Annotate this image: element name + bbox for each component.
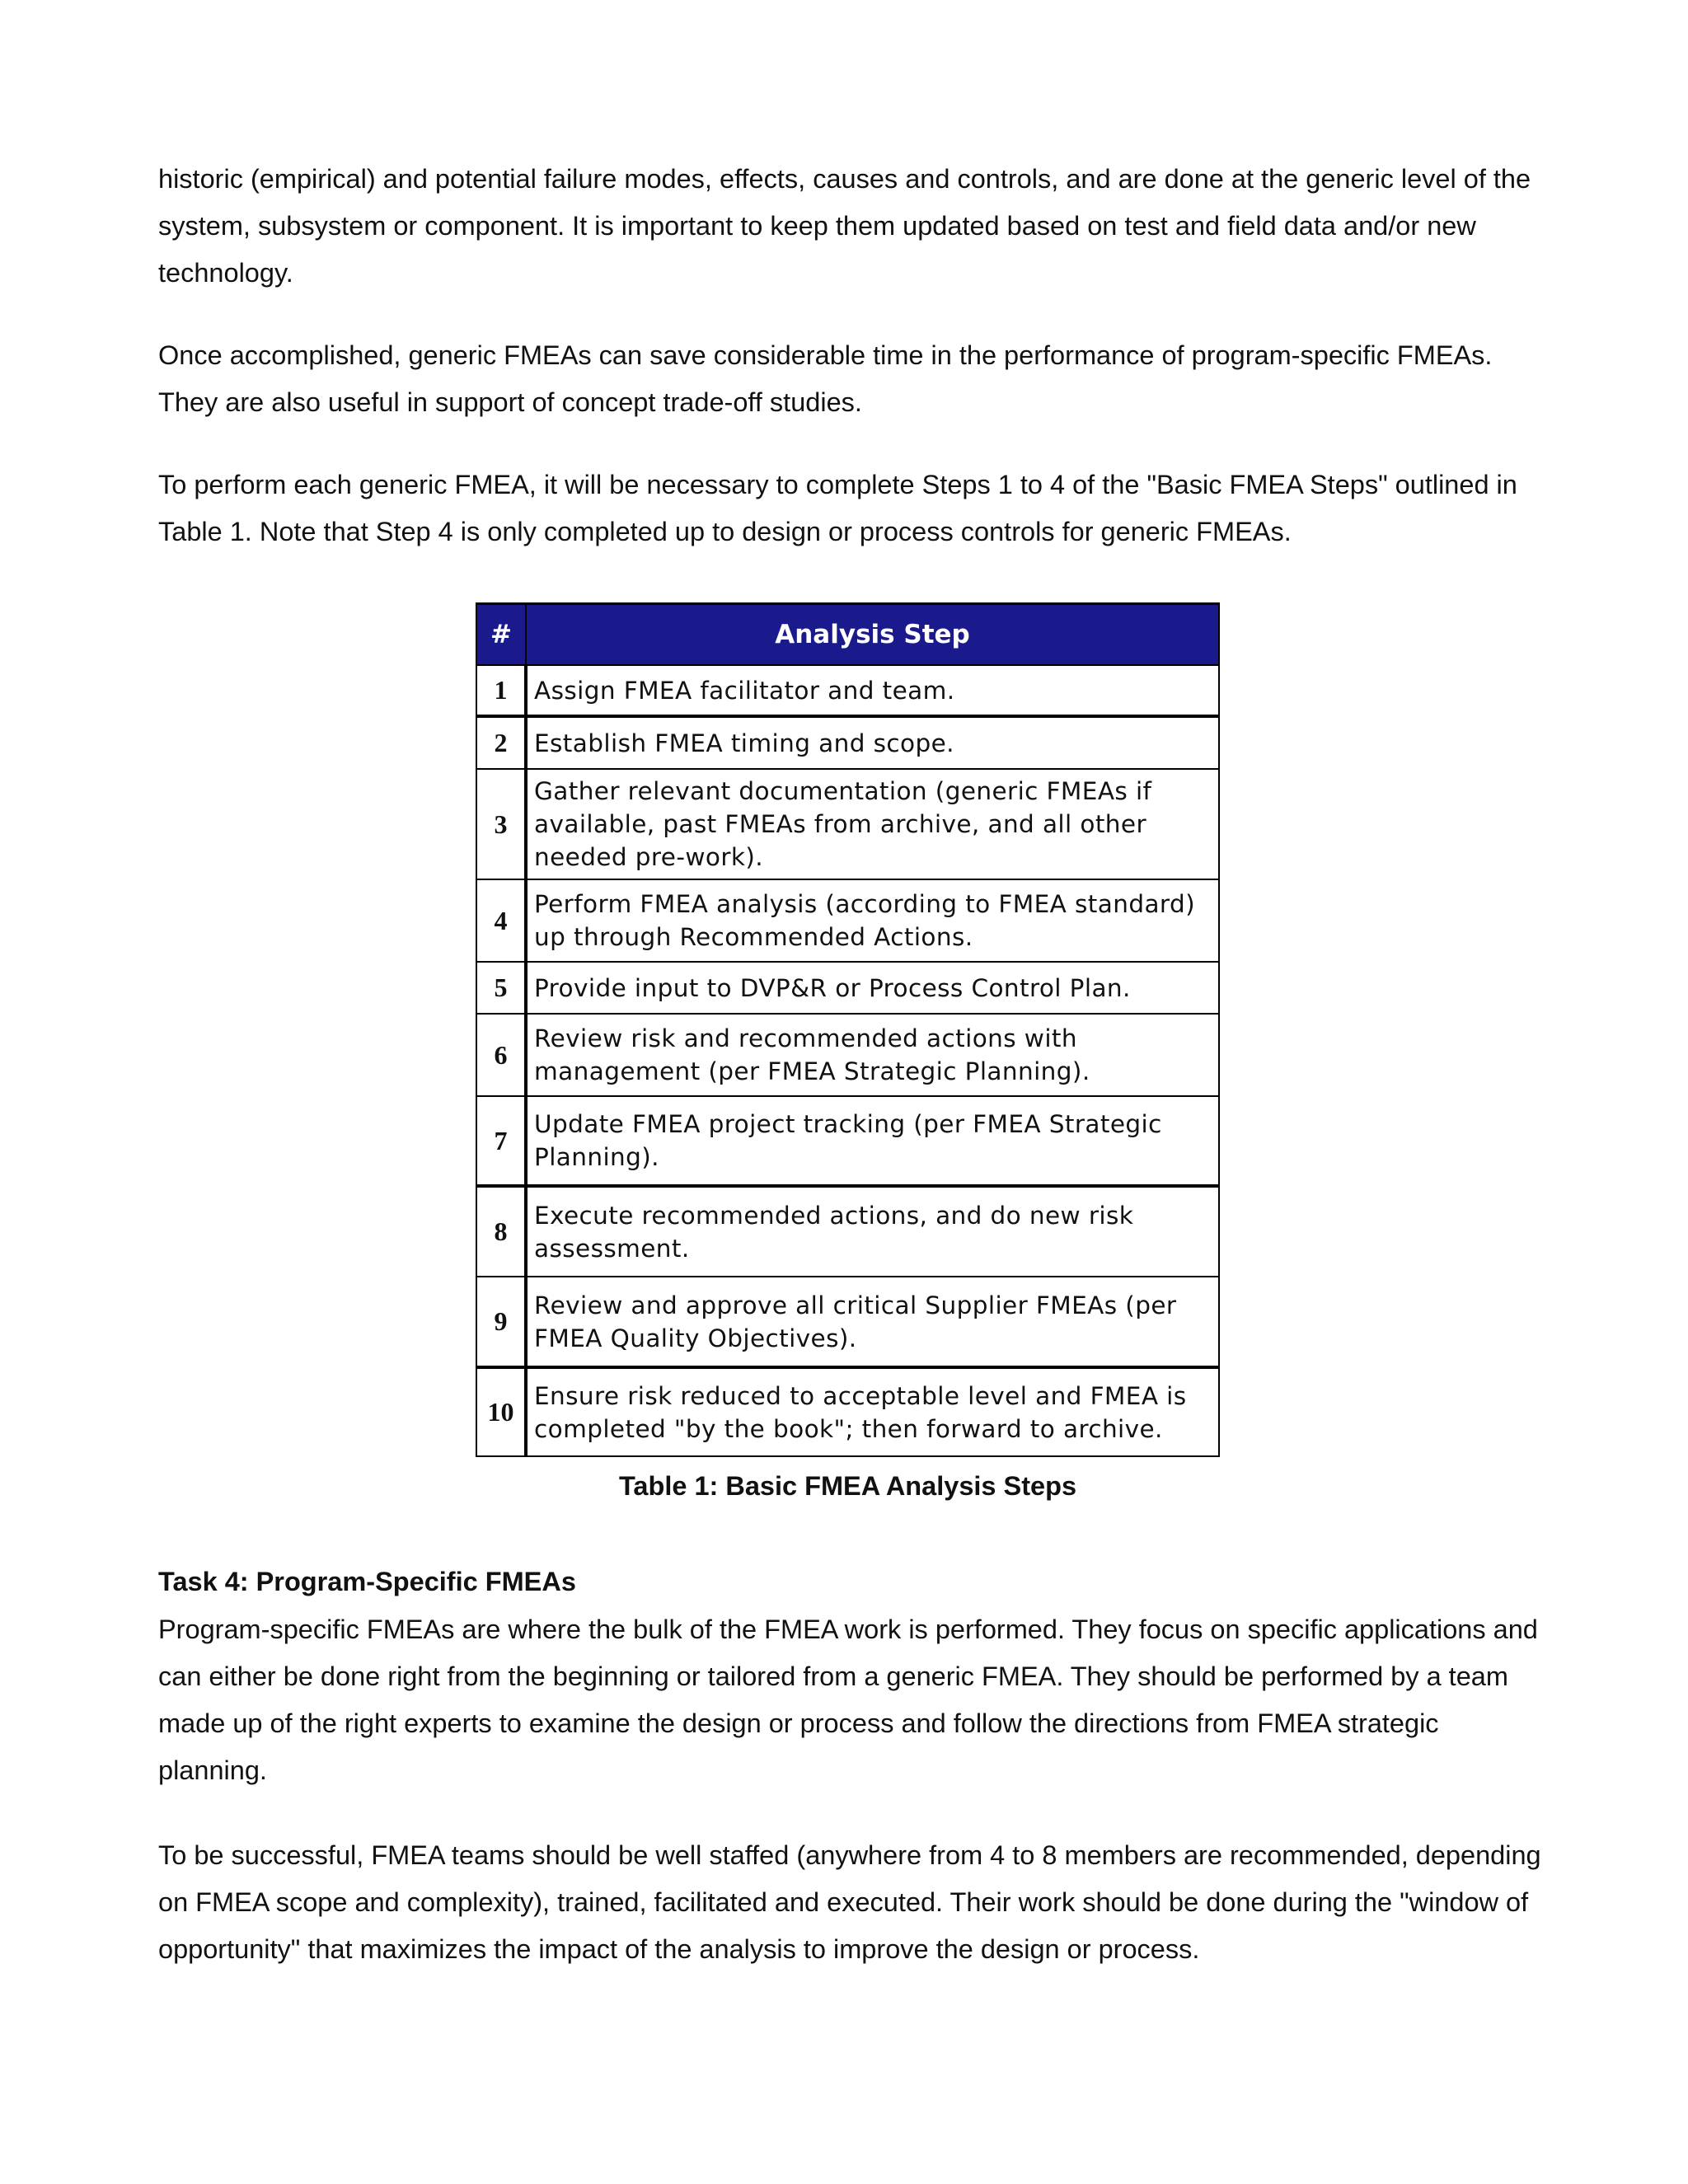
step-number: 6 <box>476 1014 526 1096</box>
paragraph-generic-fmea-intro: historic (empirical) and potential failure modes, effects, causes and controls, and are done at the generic level of the system, subsystem or component. It is important to keep them updated based on test and field data and/or new technology. <box>158 164 1531 288</box>
step-description: Gather relevant documentation (generic FMEAs if available, past FMEAs from archive, and all other needed pre-work). <box>526 769 1219 879</box>
paragraph-generic-fmea-benefits: Once accomplished, generic FMEAs can save considerable time in the performance of program-specific FMEAs. They are also useful in support of concept trade-off studies. <box>158 340 1493 417</box>
table-header-number: # <box>476 604 526 666</box>
table-row <box>476 1014 1219 1096</box>
fmea-steps-table <box>476 602 1220 1457</box>
step-number: 3 <box>476 769 526 879</box>
step-description: Review and approve all critical Supplier FMEAs (per FMEA Quality Objectives). <box>526 1277 1219 1367</box>
step-description: Assign FMEA facilitator and team. <box>526 665 1219 716</box>
step-number: 2 <box>476 716 526 769</box>
step-number: 8 <box>476 1186 526 1277</box>
paragraph-fmea-team-success: To be successful, FMEA teams should be well staffed (anywhere from 4 to 8 members are recommended, depending on FMEA scope and complexity), trained, facilitated and executed. Their work should be done during the "window of opportunity" that maximizes the impact of the analysis to improve the design or process. <box>158 1840 1541 1964</box>
table-caption: Table 1: Basic FMEA Analysis Steps <box>618 1471 1077 1501</box>
table-header-row <box>476 604 1219 666</box>
step-description: Establish FMEA timing and scope. <box>526 716 1219 769</box>
table-row <box>476 1186 1219 1277</box>
table-row <box>476 716 1219 769</box>
table-header-analysis-step: Analysis Step <box>526 604 1219 666</box>
step-number: 5 <box>476 962 526 1014</box>
table-row <box>476 665 1219 716</box>
table-row <box>476 879 1219 962</box>
step-number: 7 <box>476 1096 526 1186</box>
paragraph-program-specific-fmeas: Program-specific FMEAs are where the bulk of the FMEA work is performed. They focus on specific applications and can either be done right from the beginning or tailored from a generic FMEA. They should be performed by a team made up of the right experts to examine the design or process and follow the directions from FMEA strategic planning. <box>158 1615 1538 1785</box>
paragraph-generic-fmea-steps: To perform each generic FMEA, it will be necessary to complete Steps 1 to 4 of the "Basic FMEA Steps" outlined in Table 1. Note that Step 4 is only completed up to design or process controls for generic FMEAs. <box>158 470 1517 546</box>
table-row <box>476 1367 1219 1456</box>
step-number: 4 <box>476 879 526 962</box>
step-description: Execute recommended actions, and do new risk assessment. <box>526 1186 1219 1277</box>
step-description: Ensure risk reduced to acceptable level and FMEA is completed "by the book"; then forward to archive. <box>526 1367 1219 1456</box>
step-number: 9 <box>476 1277 526 1367</box>
step-description: Update FMEA project tracking (per FMEA Strategic Planning). <box>526 1096 1219 1186</box>
table-row <box>476 769 1219 879</box>
table-row <box>476 1096 1219 1186</box>
section-heading-task-4: Task 4: Program-Specific FMEAs <box>158 1567 576 1596</box>
table-row <box>476 962 1219 1014</box>
step-description: Review risk and recommended actions with management (per FMEA Strategic Planning). <box>526 1014 1219 1096</box>
table-row <box>476 1277 1219 1367</box>
step-number: 1 <box>476 665 526 716</box>
step-description: Provide input to DVP&R or Process Control Plan. <box>526 962 1219 1014</box>
step-description: Perform FMEA analysis (according to FMEA standard) up through Recommended Actions. <box>526 879 1219 962</box>
step-number: 10 <box>476 1367 526 1456</box>
